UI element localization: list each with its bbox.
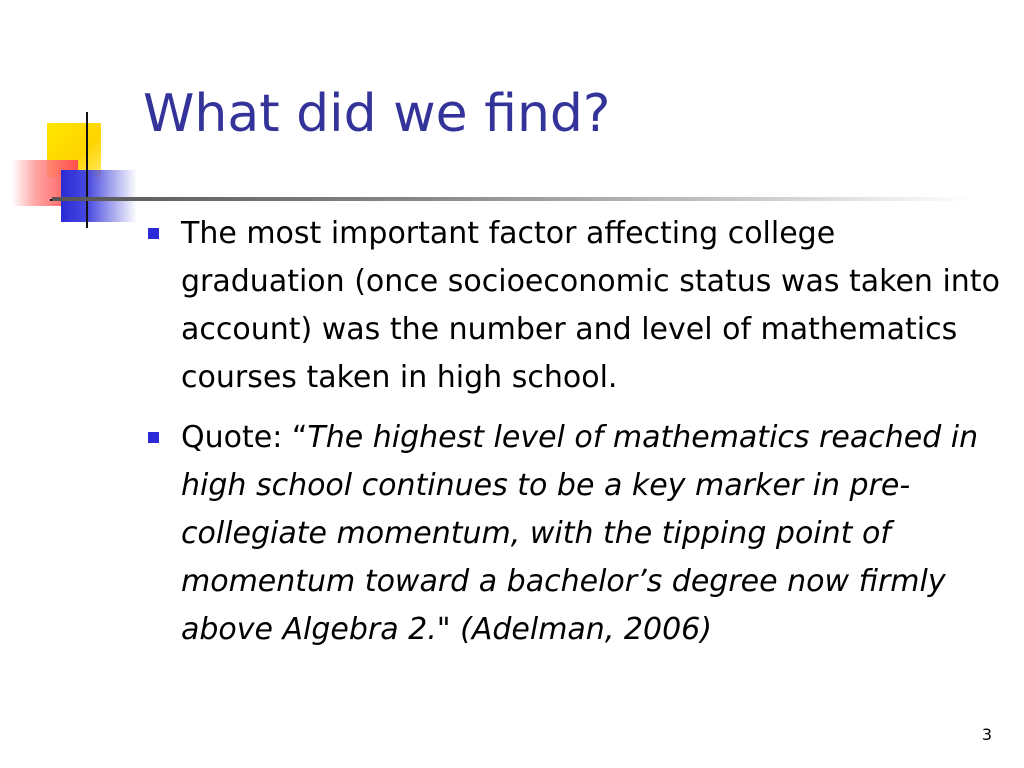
quote-text: The highest level of mathematics reached in high school continues to be a key marker in pre-collegiate momentum, with the tipping point of momentum toward a bachelor’s degree now firmly above Algebra 2." (Adelman, 2006): [181, 420, 979, 647]
bullet-item: [145, 414, 1005, 654]
bullet-item: [145, 210, 1005, 402]
page-number: 3: [981, 725, 992, 744]
quote-open-mark: “: [291, 420, 308, 455]
bullet-list: [145, 210, 1005, 666]
quote-prefix: Quote:: [181, 420, 292, 455]
square-bullet-icon: [148, 228, 159, 239]
bullet-text: The most important factor affecting college graduation (once socioeconomic status was taken into account) was the number and level of mathematics courses taken in high school.: [181, 216, 1000, 395]
square-bullet-icon: [148, 432, 159, 443]
logo-vertical-line: [86, 112, 88, 228]
logo-blue-square: [61, 170, 137, 222]
slide-title: What did we find?: [143, 84, 611, 144]
title-divider: [52, 197, 972, 201]
slide-logo-decoration: [0, 0, 140, 240]
